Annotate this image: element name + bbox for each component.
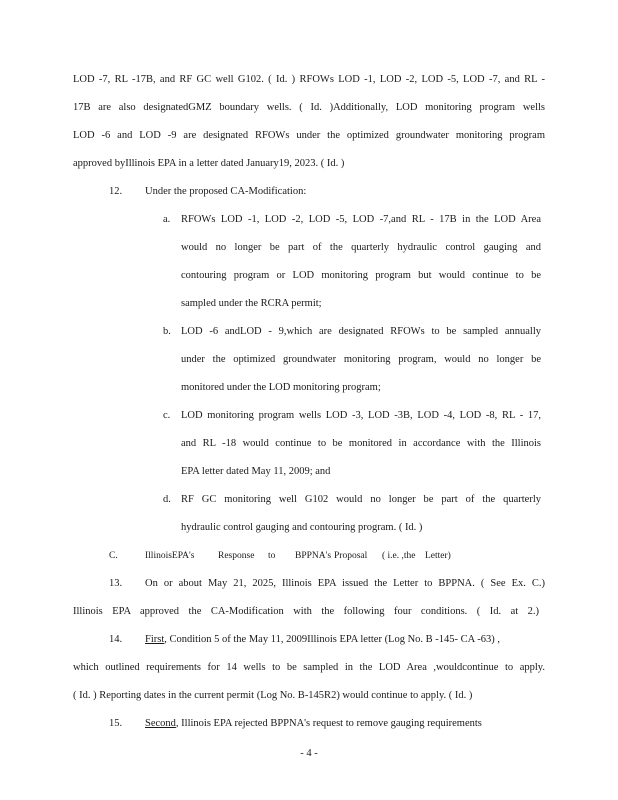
body-line: approved byIllinois EPA in a letter dated January19, 2023. ( Id. ) (73, 158, 345, 169)
paragraph-line: which outlined requirements for 14 wells to be sampled in the LOD Area ,wouldcontinue to apply. (73, 662, 545, 673)
section-heading-word: Letter) (425, 551, 451, 561)
paragraph-number: 15. (109, 718, 123, 729)
paragraph-number: 14. (109, 634, 123, 645)
list-item-letter: c. (163, 410, 171, 421)
list-item-line: contouring program or LOD monitoring program but would continue to be (181, 270, 541, 281)
list-item-line: sampled under the RCRA permit; (181, 298, 322, 309)
paragraph-line: On or about May 21, 2025, Illinois EPA issued the Letter to BPPNA. ( See Ex. C.) (145, 578, 545, 589)
list-item-line: would no longer be part of the quarterly hydraulic control gauging and (181, 242, 541, 253)
ordinal-lead: Second (145, 718, 176, 729)
list-item-line: hydraulic control gauging and contouring program. ( Id. ) (181, 522, 423, 533)
page-number: - 4 - (300, 748, 318, 759)
paragraph-line-rest: , Illinois EPA rejected BPPNA's request to remove gauging requirements (175, 718, 482, 729)
list-item-line: under the optimized groundwater monitoring program, would no longer be (181, 354, 541, 365)
list-item-letter: b. (163, 326, 171, 337)
list-item-line: RF GC monitoring well G102 would no longer be part of the quarterly (181, 494, 541, 505)
section-heading-word: to (268, 551, 276, 561)
body-line: 17B are also designatedGMZ boundary wells. ( Id. )Additionally, LOD monitoring program wells (73, 102, 545, 113)
section-heading-letter: C. (109, 551, 118, 561)
paragraph-line: ( Id. ) Reporting dates in the current permit (Log No. B-145R2) would continue to apply. ( Id. ) (73, 690, 473, 701)
list-item-line: LOD -6 andLOD - 9,which are designated RFOWs to be sampled annually (181, 326, 541, 337)
paragraph-line-first (145, 634, 500, 646)
list-item-line: RFOWs LOD -1, LOD -2, LOD -5, LOD -7,and RL - 17B in the LOD Area (181, 214, 541, 225)
list-item-line: and RL -18 would continue to be monitored in accordance with the Illinois (181, 438, 541, 449)
body-line: LOD -6 and LOD -9 are designated RFOWs under the optimized groundwater monitoring program (73, 130, 545, 141)
section-heading-word: ( i.e. ,the (382, 551, 416, 561)
paragraph-text: Under the proposed CA-Modification: (145, 186, 307, 197)
paragraph-line-first (145, 718, 482, 730)
paragraph-number: 13. (109, 578, 123, 589)
section-heading-word: IllinoisEPA's (145, 551, 195, 561)
list-item-letter: d. (163, 494, 171, 505)
list-item-line: EPA letter dated May 11, 2009; and (181, 466, 331, 477)
paragraph-line: Illinois EPA approved the CA-Modification with the following four conditions. ( Id. at 2.) (73, 606, 539, 617)
ordinal-lead: First (145, 634, 165, 645)
section-heading-word: Response (218, 551, 255, 561)
section-heading-word: BPPNA's (295, 551, 332, 561)
paragraph-number: 12. (109, 186, 123, 197)
section-heading-word: Proposal (334, 551, 368, 561)
list-item-line: monitored under the LOD monitoring program; (181, 382, 381, 393)
list-item-letter: a. (163, 214, 171, 225)
list-item-line: LOD monitoring program wells LOD -3, LOD -3B, LOD -4, LOD -8, RL - 17, (181, 410, 541, 421)
body-line: LOD -7, RL -17B, and RF GC well G102. ( Id. ) RFOWs LOD -1, LOD -2, LOD -5, LOD -7, and RL - (73, 74, 545, 85)
paragraph-line-rest: , Condition 5 of the May 11, 2009Illinois EPA letter (Log No. B -145- CA -63) , (164, 634, 501, 645)
